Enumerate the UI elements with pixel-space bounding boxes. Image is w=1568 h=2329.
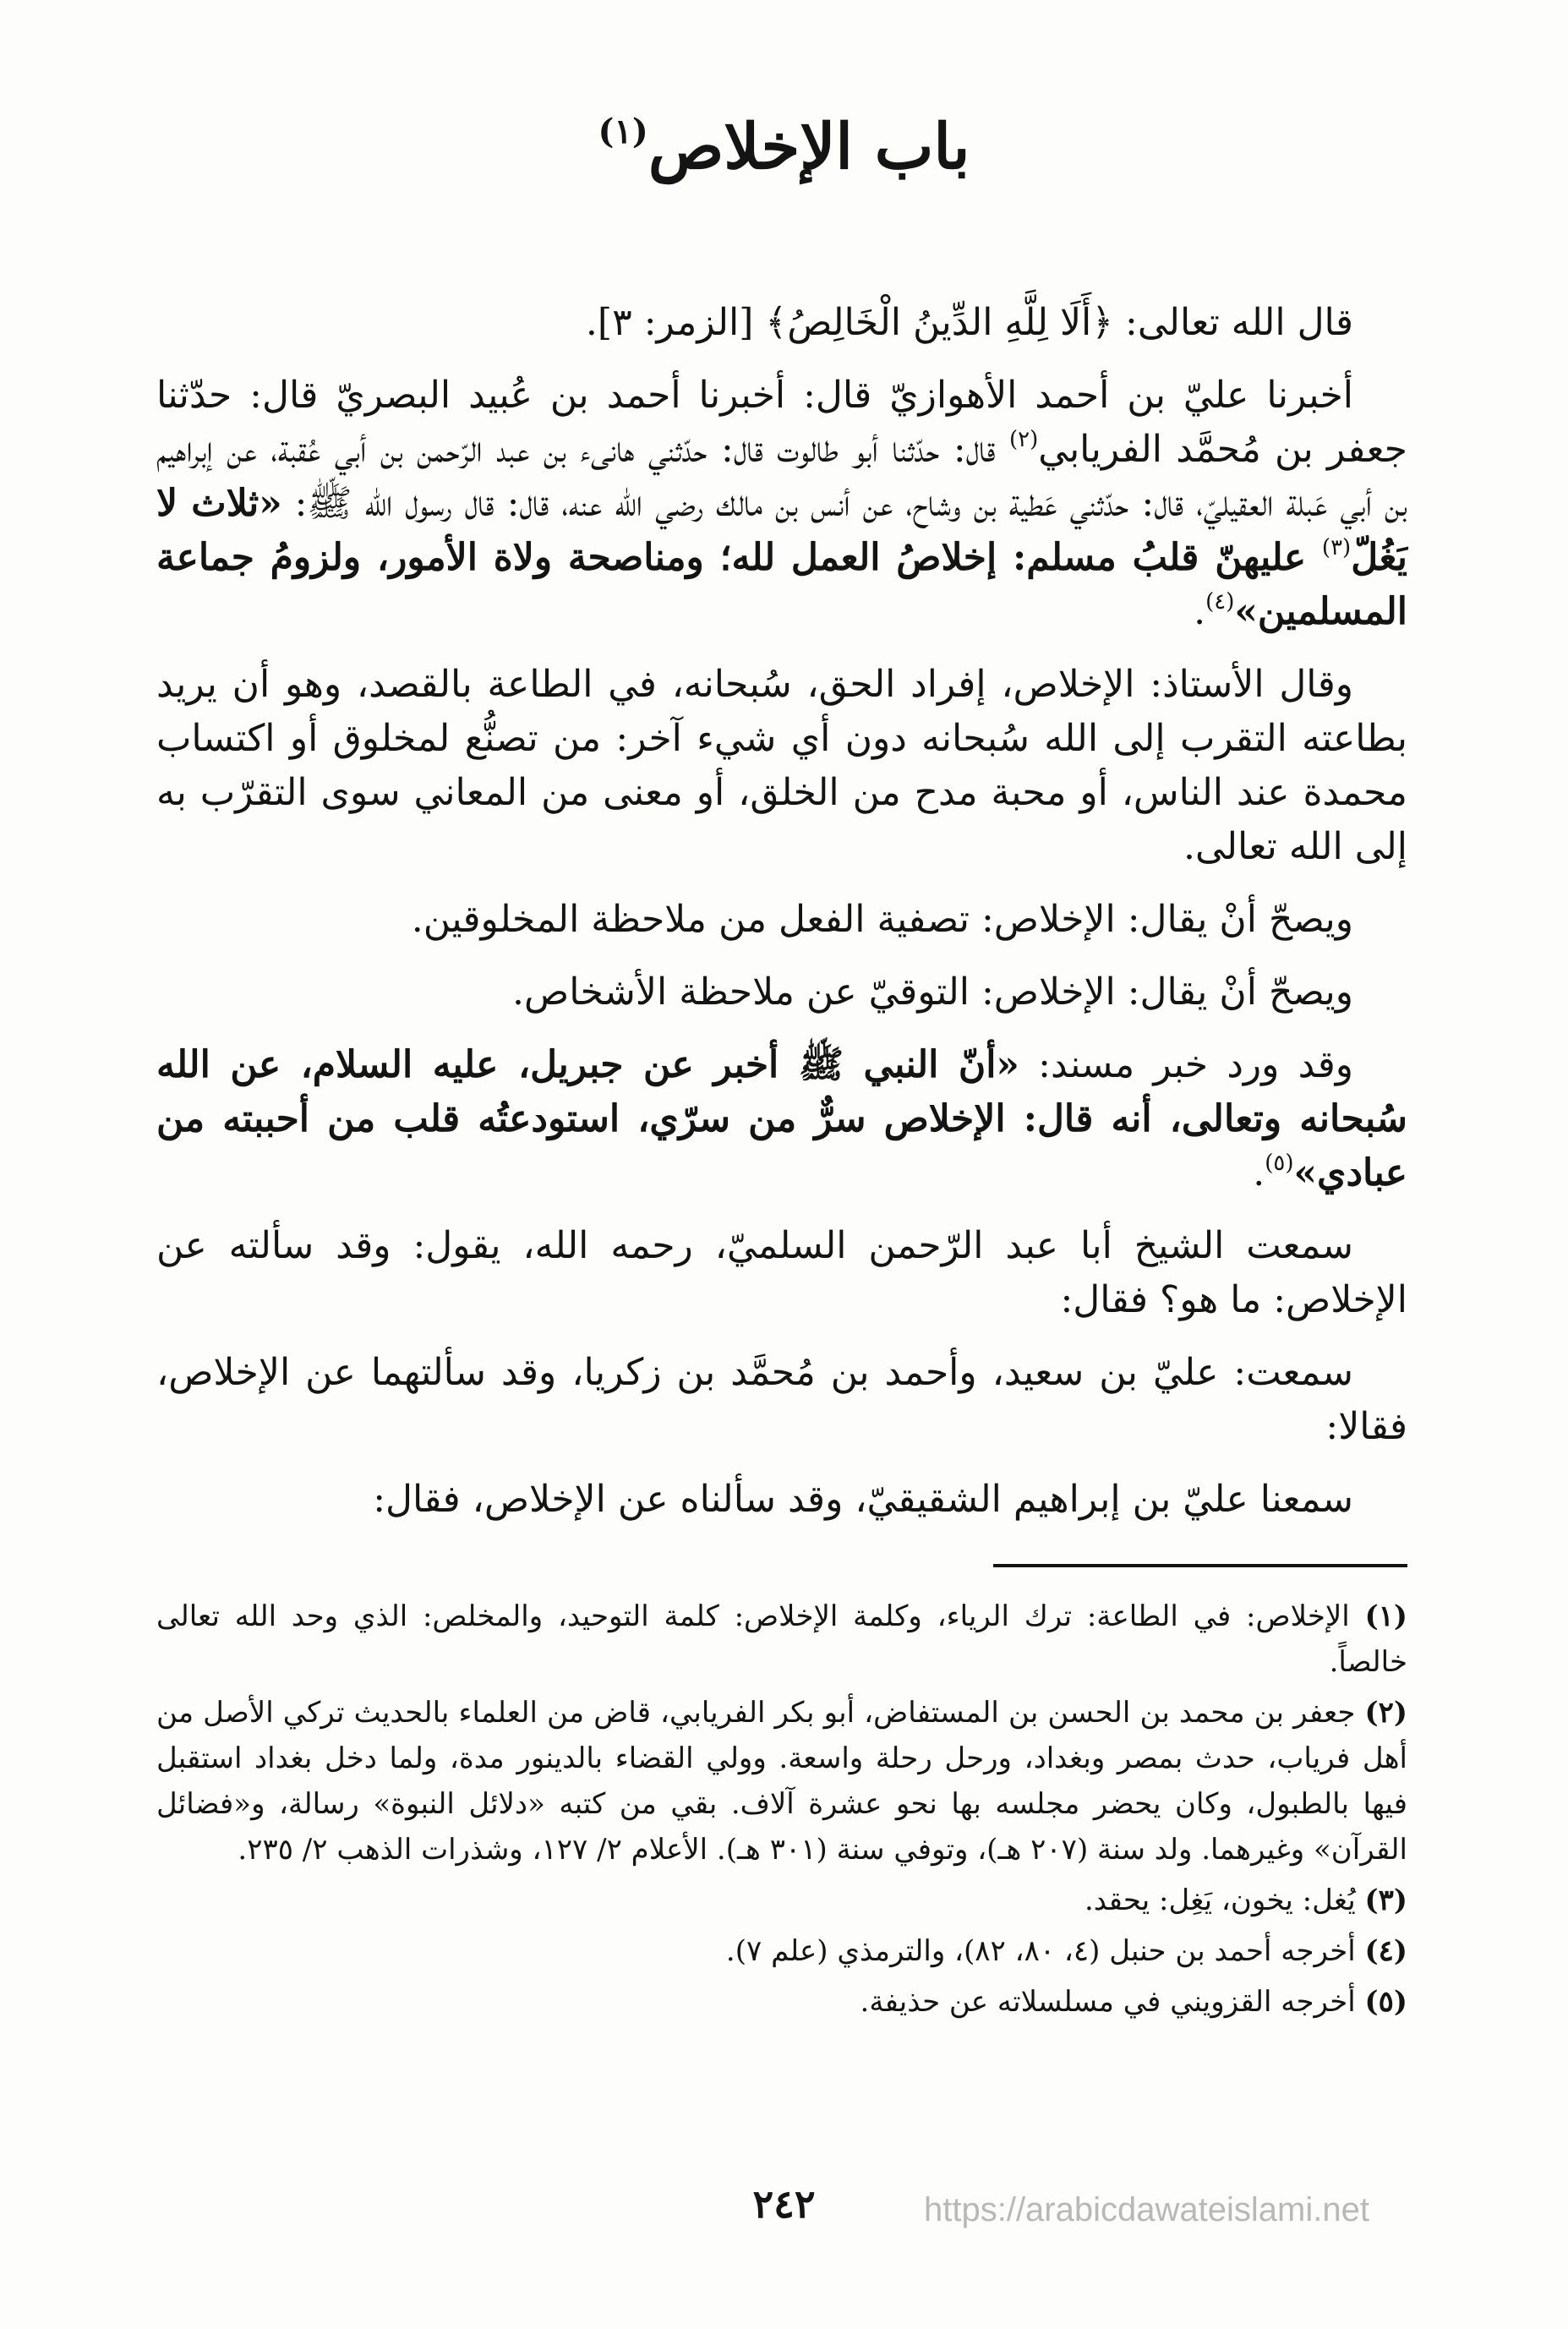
footnote-item — [156, 1878, 1407, 1923]
chapter-title-footnote-ref: (١) — [598, 112, 648, 151]
footnote-item — [156, 1594, 1407, 1685]
footnote-ref-4: (٤) — [1205, 589, 1235, 615]
footnote-divider — [993, 1564, 1407, 1567]
narration-paragraph-2: سمعت: عليّ بن سعيد، وأحمد بن مُحمَّد بن زكريا، وقد سألتهما عن الإخلاص، فقالا: — [156, 1351, 1407, 1448]
footnote-ref-2: (٢) — [1008, 427, 1039, 452]
hadith-text-start: «ثلاث لا يَغُلّ — [156, 482, 1407, 579]
chapter-title-text: باب الإخلاص — [647, 111, 970, 183]
footnote-text: جعفر بن محمد بن الحسن بن المستفاض، أبو بكر الفريابي، قاض من العلماء بالحديث تركي الأصل من أهل فرياب، حدث بمصر وبغداد، ورحل رحلة واسعة. وولي القضاء بالدينور مدة، ولما دخل بغداد استقبل فيها بالطبول، وكان يحضر مجلسه بها نحو عشرة آلاف. بقي من كتبه «دلائل النبوة» رسالة، و«فضائل القرآن» وغيرهما. ولد سنة (٢٠٧ هـ)، وتوفي سنة (٣٠١ هـ). الأعلام ٢/ ١٢٧، وشذرات الذهب ٢/ ٢٣٥. — [156, 1696, 1407, 1867]
hadith-period: . — [1194, 590, 1206, 633]
footnote-number: (٢) — [1364, 1696, 1407, 1730]
watermark-url: https://arabicdawateislami.net — [924, 2191, 1369, 2228]
quran-verse-paragraph: قال الله تعالى: ﴿أَلَا لِلَّهِ الدِّينُ الْخَالِصُ﴾ [الزمر: ٣]. — [585, 301, 1353, 344]
hadith-chain-start: أخبرنا عليّ بن أحمد الأهوازيّ قال: أخبرنا أحمد بن عُبيد البصريّ قال: حدّثنا جعفر بن مُحمَّد الفريابي — [156, 374, 1407, 471]
footnotes — [156, 1594, 1407, 2030]
ustadh-definition-paragraph: وقال الأستاذ: الإخلاص، إفراد الحق، سُبحانه، في الطاعة بالقصد، وهو أن يريد بطاعته التقرب إلى الله سُبحانه دون أي شيء آخر: من تصنُّع لمخلوق أو اكتساب محمدة عند الناس، أو محبة مدح من الخلق، أو معنى من المعاني سوى التقرّب به إلى الله تعالى. — [156, 663, 1407, 868]
narration-paragraph-1: سمعت الشيخ أبا عبد الرّحمن السلميّ، رحمه الله، يقول: وقد سألته عن الإخلاص: ما هو؟ فقال: — [156, 1224, 1407, 1321]
footnote-item — [156, 1979, 1407, 2025]
hadith-text-end: عليهنّ قلبُ مسلم: إخلاصُ العمل لله؛ ومناصحة ولاة الأمور، ولزومُ جماعة المسلمين» — [156, 536, 1407, 633]
musnad-period: . — [1253, 1151, 1265, 1195]
footnote-item — [156, 1928, 1407, 1974]
definition-line-2: ويصحّ أنْ يقال: الإخلاص: التوقيّ عن ملاحظة الأشخاص. — [512, 970, 1353, 1014]
main-text — [156, 296, 1407, 1545]
footnote-ref-3: (٣) — [1321, 535, 1352, 560]
musnad-intro: وقد ورد خبر مسند: — [1019, 1043, 1353, 1086]
page-number: ٢٤٢ — [752, 2181, 816, 2227]
footnote-number: (٣) — [1364, 1883, 1407, 1917]
footnote-text: يُغل: يخون، يَغِل: يحقد. — [1084, 1883, 1356, 1917]
musnad-report-paragraph — [156, 1038, 1407, 1200]
footnote-ref-5: (٥) — [1265, 1151, 1294, 1176]
footnote-number: (٤) — [1364, 1934, 1407, 1968]
definition-line-1: ويصحّ أنْ يقال: الإخلاص: تصفية الفعل من ملاحظة المخلوقين. — [411, 898, 1353, 941]
footnote-text: الإخلاص: في الطاعة: ترك الرياء، وكلمة الإخلاص: كلمة التوحيد، والمخلص: الذي وحد الله تعالى خالصاً. — [156, 1599, 1407, 1679]
footnote-number: (٥) — [1364, 1985, 1407, 2019]
footnote-text: أخرجه أحمد بن حنبل (٤، ٨٠، ٨٢)، والترمذي (علم ٧). — [725, 1934, 1356, 1968]
chapter-title — [0, 110, 1568, 185]
footnote-text: أخرجه القزويني في مسلسلاته عن حذيفة. — [860, 1985, 1356, 2019]
narration-paragraph-3: سمعنا عليّ بن إبراهيم الشقيقيّ، وقد سألناه عن الإخلاص، فقال: — [373, 1478, 1353, 1521]
musnad-text: «أنّ النبي ﷺ أخبر عن جبريل، عليه السلام، عن الله سُبحانه وتعالى، أنه قال: الإخلاص سرٌّ من سرّي، استودعتُه قلب من أحببته من عبادي» — [156, 1043, 1407, 1195]
hadith-chain-paragraph — [156, 369, 1407, 639]
footnote-item — [156, 1690, 1407, 1872]
footnote-number: (١) — [1364, 1599, 1408, 1633]
hadith-chain-continued: قال: حدّثنا أبو طالوت قال: حدّثني هانىء بن عبد الرّحمن بن أبي عُقبة، عن إبراهيم بن أبي عَبلة العقيليّ، قال: حدّثني عَطية بن وشاح، عن أنس بن مالك رضي الله عنه، قال: قال رسول الله ﷺ: — [156, 428, 1407, 525]
